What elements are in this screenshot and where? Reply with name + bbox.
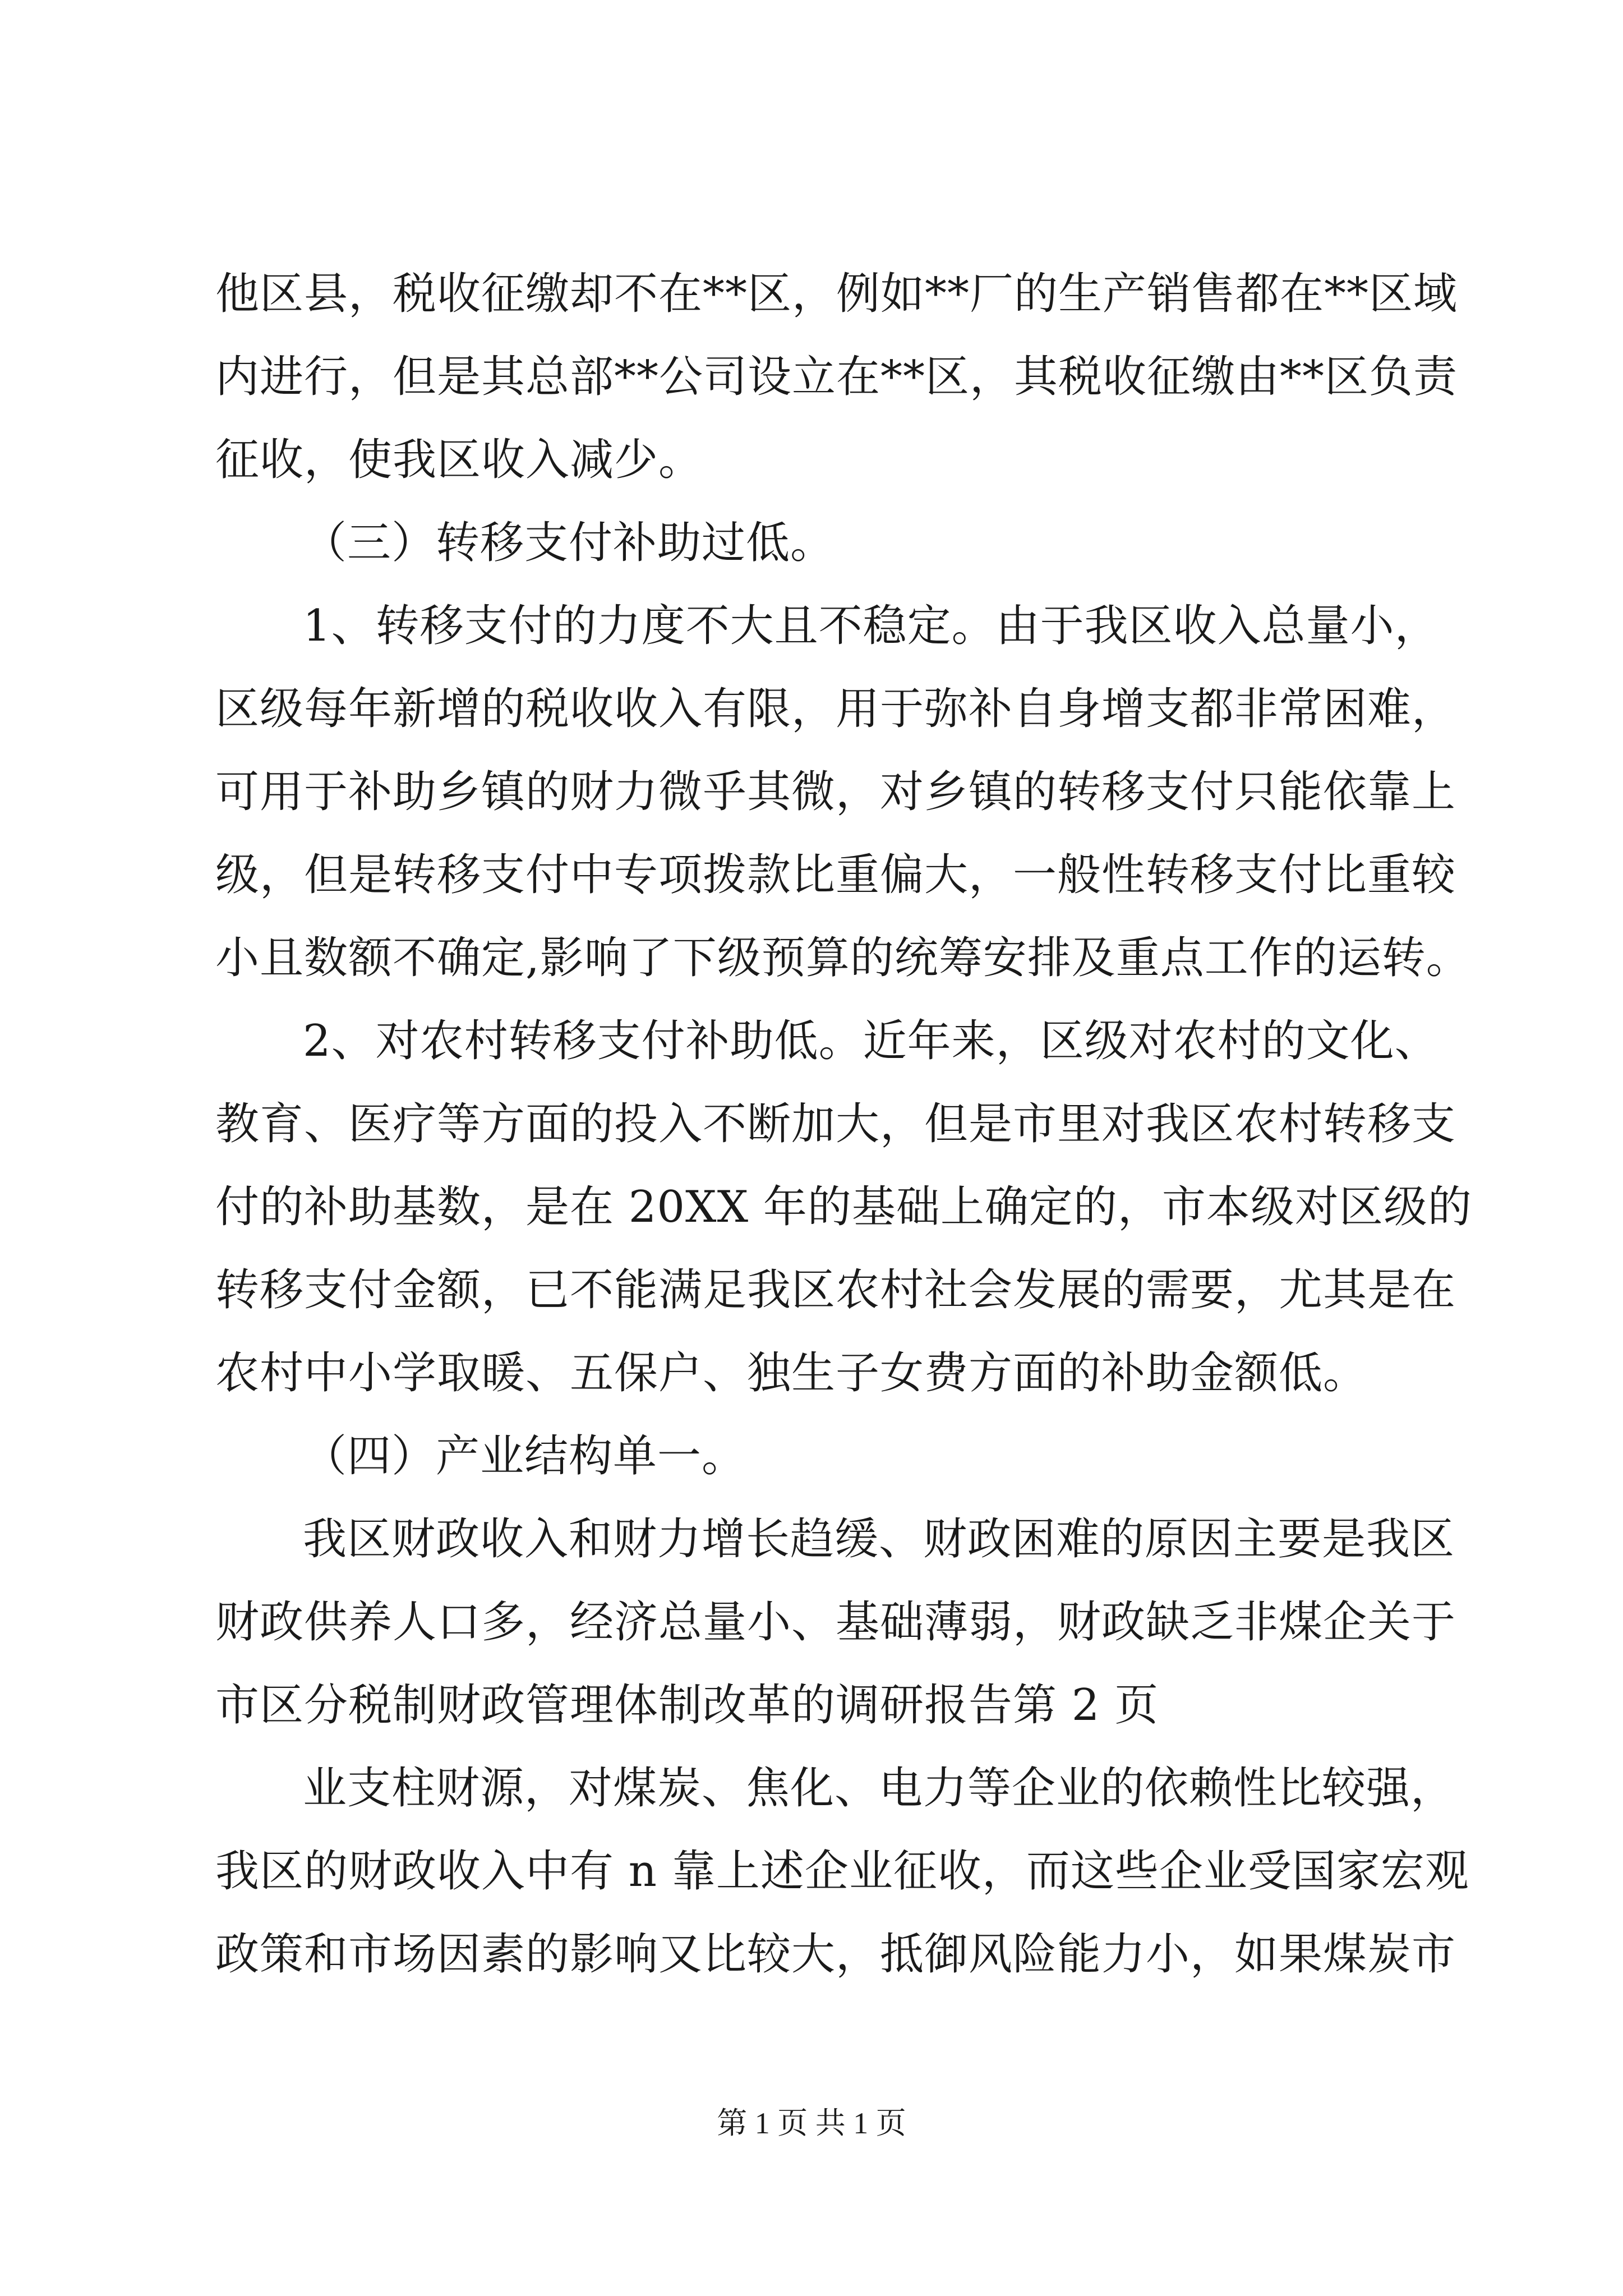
text-line: 征收，使我区收入减少。 [215, 435, 703, 485]
text-line: 付的补助基数，是在 20XX 年的基础上确定的，市本级对区级的 [215, 1182, 1472, 1232]
text-line: 市区分税制财政管理体制改革的调研报告第 2 页 [215, 1680, 1159, 1731]
text-line: 业支柱财源，对煤炭、焦化、电力等企业的依赖性比较强， [303, 1763, 1455, 1814]
text-line: 教育、医疗等方面的投入不断加大，但是市里对我区农村转移支 [215, 1099, 1456, 1149]
text-line: 小且数额不确定,影响了下级预算的统筹安排及重点工作的运转。 [215, 933, 1470, 983]
section-heading: （三）转移支付补助过低。 [303, 518, 835, 568]
text-line: 我区的财政收入中有 n 靠上述企业征收，而这些企业受国家宏观 [215, 1846, 1469, 1897]
text-line: 他区县，税收征缴却不在**区，例如**厂的生产销售都在**区域 [215, 269, 1458, 319]
text-line: 内进行，但是其总部**公司设立在**区，其税收征缴由**区负责 [215, 352, 1458, 402]
page-footer: 第 1 页 共 1 页 [717, 2106, 906, 2140]
text-line: 我区财政收入和财力增长趋缓、财政困难的原因主要是我区 [303, 1514, 1455, 1565]
text-line: 2、对农村转移支付补助低。近年来，区级对农村的文化、 [303, 1016, 1439, 1066]
text-line: 级，但是转移支付中专项拨款比重偏大，一般性转移支付比重较 [215, 850, 1456, 900]
text-line: 政策和市场因素的影响又比较大，抵御风险能力小，如果煤炭市 [215, 1929, 1456, 1980]
text-line: 财政供养人口多，经济总量小、基础薄弱，财政缺乏非煤企关于 [215, 1597, 1456, 1648]
text-line: 1、转移支付的力度不大且不稳定。由于我区收入总量小， [303, 601, 1439, 651]
text-line: 转移支付金额，已不能满足我区农村社会发展的需要，尤其是在 [215, 1265, 1456, 1315]
text-line: 区级每年新增的税收收入有限，用于弥补自身增支都非常困难， [215, 684, 1456, 734]
section-heading: （四）产业结构单一。 [303, 1431, 746, 1481]
document-body [215, 252, 1472, 1996]
text-line: 农村中小学取暖、五保户、独生子女费方面的补助金额低。 [215, 1348, 1368, 1398]
text-line: 可用于补助乡镇的财力微乎其微，对乡镇的转移支付只能依靠上 [215, 767, 1456, 817]
